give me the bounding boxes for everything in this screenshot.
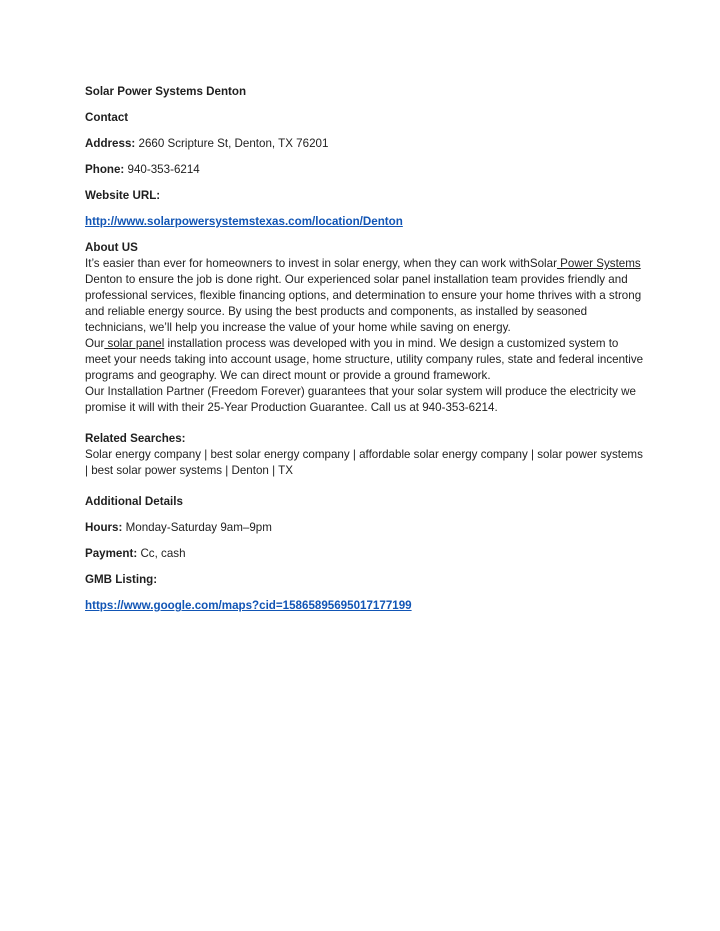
payment-line [85,546,645,562]
about-p1-text-start: It’s easier than ever for homeowners to invest in solar energy, when they can work withSolar [85,257,557,270]
phone-label: Phone: [85,163,125,176]
address-value: 2660 Scripture St, Denton, TX 76201 [138,137,329,150]
document-page [85,84,645,614]
website-label: Website URL: [85,189,161,202]
phone-value: 940-353-6214 [127,163,200,176]
website-link[interactable]: http://www.solarpowersystemstexas.com/location/Denton [85,215,403,228]
related-searches-heading: Related Searches: [85,432,186,445]
payment-label: Payment: [85,547,138,560]
address-label: Address: [85,137,136,150]
hours-value: Monday-Saturday 9am–9pm [125,521,272,534]
contact-heading: Contact [85,111,129,124]
hours-line [85,520,645,536]
related-searches-text: Solar energy company | best solar energy company | affordable solar energy company | solar power systems | best solar power systems | Denton | TX [85,448,643,477]
about-p2-text-end: installation process was developed with you in mind. We design a customized system to meet your needs taking into account usage, home structure, utility company rules, state and federal incentive programs and geography. We can direct mount or provide a ground framework. [85,337,644,382]
phone-line [85,162,645,178]
solar-panel-link[interactable]: solar panel [104,337,165,350]
gmb-listing-link[interactable]: https://www.google.com/maps?cid=15865895695017177199 [85,599,412,612]
about-heading: About US [85,241,138,254]
website-line [85,214,645,230]
power-systems-link[interactable]: Power Systems [556,257,641,270]
gmb-listing-label: GMB Listing: [85,573,158,586]
gmb-line [85,598,645,614]
about-paragraph-3: Our Installation Partner (Freedom Forever) guarantees that your solar system will produce the electricity we promise it will with their 25-Year Production Guarantee. Call us at 940-353-6214. [85,385,636,414]
hours-label: Hours: [85,521,123,534]
payment-value: Cc, cash [140,547,186,560]
about-p2-text-start: Our [85,337,105,350]
address-line [85,136,645,152]
business-heading: Solar Power Systems Denton [85,85,247,98]
about-paragraph-1 [85,256,645,336]
additional-details-heading: Additional Details [85,495,183,508]
about-p1-text-end: Denton to ensure the job is done right. Our experienced solar panel installation team provides friendly and professional services, flexible financing options, and determination to ensure your home thrives with a strong and reliable energy source. By using the best products and components, as installed by seasoned technicians, we’ll help you increase the value of your home while saving on energy. [85,273,642,334]
about-paragraph-2 [85,336,645,384]
